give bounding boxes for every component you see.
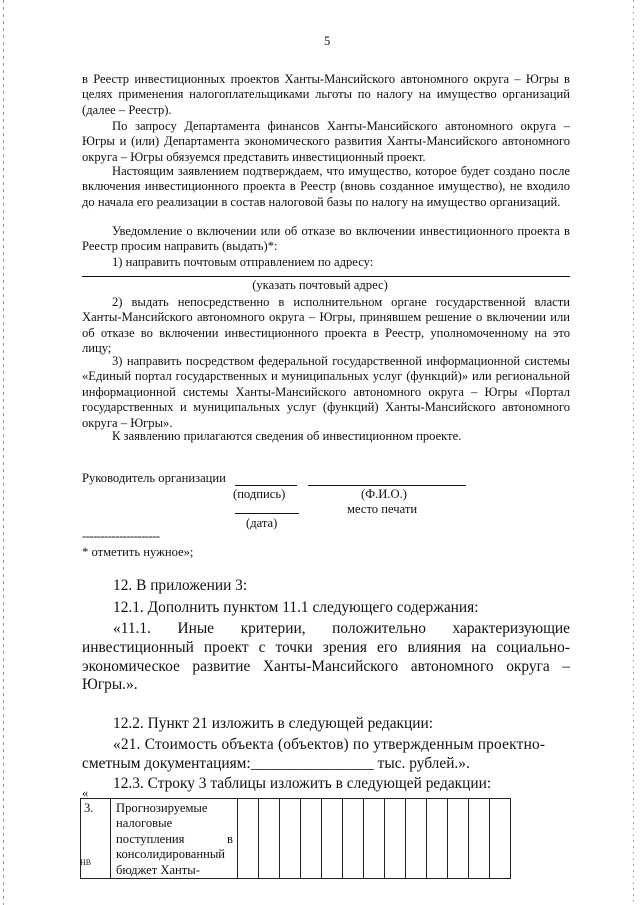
table-row-3 [80, 798, 511, 879]
page-number: 5 [324, 34, 331, 48]
amendment-12-2: 12.2. Пункт 21 изложить в следующей редакции: [113, 715, 434, 732]
option-postal: 1) направить почтовым отправлением по адресу: [112, 255, 374, 269]
empty-cell [301, 799, 322, 879]
empty-cell [469, 799, 490, 879]
footnote-separator: --------------------- [82, 529, 160, 543]
table-row [81, 799, 511, 879]
empty-cell [448, 799, 469, 879]
paragraph-confirm: Настоящим заявлением подтверждаем, что имущество, которое будет создано после включения инвестиционного проекта в Реестр (вновь созданное имущество), не входило до начала его реализации в состав налоговой базы по налогу на имущество организаций. [82, 164, 570, 209]
footnote-text: * отметить нужное»; [82, 545, 194, 559]
paragraph-register: в Реестр инвестиционных проектов Ханты-Мансийского автономного округа – Югры в целях применения налогоплательщиками льготы по налогу на имущество организаций (далее – Реестр). [82, 72, 570, 117]
paragraph-request: По запросу Департамента финансов Ханты-Мансийского автономного округа – Югры и (или) Департамента экономического развития Ханты-Мансийского автономного округа – Югры обязуемся представить инвестиционный проект. [82, 119, 570, 164]
empty-cell [322, 799, 343, 879]
row-description: Прогнозируемые налоговые поступления в консолидированный бюджет Ханты- [111, 799, 238, 879]
footer-mark: НВ [80, 858, 92, 867]
name-line [308, 485, 466, 486]
amendment-12-3: 12.3. Строку 3 таблицы изложить в следующей редакции: [113, 775, 492, 792]
empty-cell [406, 799, 427, 879]
name-caption: (Ф.И.О.) [361, 487, 407, 501]
signature-line [235, 485, 297, 486]
address-line [82, 276, 570, 277]
scan-right-edge [633, 0, 634, 905]
empty-cell [280, 799, 301, 879]
date-line [235, 513, 299, 514]
row-number: 3. [81, 799, 111, 879]
quote-open: « [82, 786, 89, 800]
empty-cell [427, 799, 448, 879]
empty-cell [364, 799, 385, 879]
option-portal: 3) направить посредством федеральной государственной информационной системы «Единый портал государственных и муниципальных услуг (функций)» или региональной информационной системы Ханты-Мансийского автономного округа – Югры «Портал государственных и муниципальных услуг (функций) Ханты-Мансийского автономного округа – Югры». [82, 354, 570, 430]
date-caption: (дата) [246, 516, 278, 530]
amendment-12-1: 12.1. Дополнить пунктом 11.1 следующего содержания: [113, 599, 479, 616]
empty-cell [259, 799, 280, 879]
scan-left-edge [3, 0, 4, 905]
signature-head-label: Руководитель организации [82, 471, 226, 485]
empty-cell [238, 799, 259, 879]
amendment-21-line1: «21. Стоимость объекта (объектов) по утвержденным проектно- [113, 736, 546, 753]
amendment-11-1-text: «11.1. Иные критерии, положительно характеризующие инвестиционный проект с точки зрения его влияния на социально-экономическое развитие Ханты-Мансийского автономного округа – Югры.». [82, 620, 570, 694]
amendment-12: 12. В приложении 3: [113, 577, 248, 594]
signature-caption: (подпись) [233, 487, 286, 501]
option-direct: 2) выдать непосредственно в исполнительном органе государственной власти Ханты-Мансийского автономного округа – Югры, принявшем решение о включении или об отказе во включении инвестиционного проекта в Реестр, уполномоченному на это лицу; [82, 295, 570, 356]
paragraph-notification: Уведомление о включении или об отказе во включении инвестиционного проекта в Реестр просим направить (выдать)*: [82, 224, 570, 254]
address-caption: (указать почтовый адрес) [252, 278, 388, 292]
paragraph-attachment: К заявлению прилагаются сведения об инвестиционном проекте. [112, 429, 462, 443]
empty-cell [343, 799, 364, 879]
empty-cell [490, 799, 511, 879]
empty-cell [385, 799, 406, 879]
stamp-caption: место печати [347, 502, 418, 516]
amendment-21-line2: сметным документациям:________________ тыс. рублей.». [82, 755, 470, 772]
